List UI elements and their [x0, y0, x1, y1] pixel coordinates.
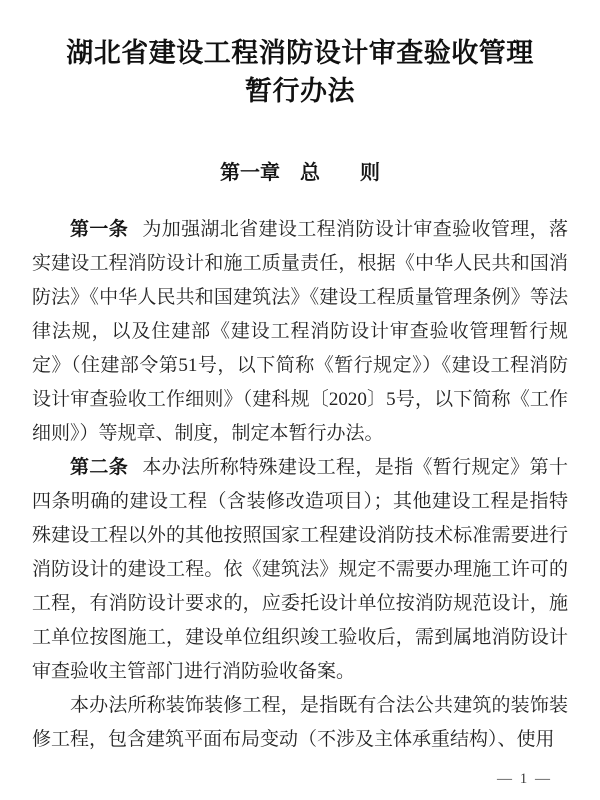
document-body: [32, 213, 568, 757]
paragraph-text: 为加强湖北省建设工程消防设计审查验收管理，落实建设工程消防设计和施工质量责任，根据《中华人民共和国消防法》《中华人民共和国建筑法》《建设工程质量管理条例》等法律法规，以及住建部《建设工程消防设计审查验收管理暂行规定》（住建部令第51号，以下简称《暂行规定》）《建设工程消防设计审查验收工作细则》（建科规〔2020〕5号，以下简称《工作细则》）等规章、制度，制定本暂行办法。: [32, 219, 568, 444]
chapter-heading: 第一章 总 则: [220, 162, 380, 184]
article-number: 第一条: [70, 219, 129, 240]
document-title: [30, 34, 570, 110]
document-title-line1: 湖北省建设工程消防设计审查验收管理: [66, 38, 534, 68]
article-number: 第二条: [70, 457, 129, 478]
paragraph-text: 本办法所称装饰装修工程，是指既有合法公共建筑的装饰装修工程，包含建筑平面布局变动（不涉及主体承重结构）、使用: [32, 695, 568, 750]
document-title-line2: 暂行办法: [245, 76, 355, 106]
paragraph-text: 本办法所称特殊建设工程，是指《暂行规定》第十四条明确的建设工程（含装修改造项目）；其他建设工程是指特殊建设工程以外的其他按照国家工程建设消防技术标准需要进行消防设计的建设工程。依《建筑法》规定不需要办理施工许可的工程，有消防设计要求的，应委托设计单位按消防规范设计，施工单位按图施工，建设单位组织竣工验收后，需到属地消防设计审查验收主管部门进行消防验收备案。: [32, 457, 568, 682]
paragraph: [32, 213, 568, 451]
page-number: — 1 —: [497, 771, 552, 787]
paragraph: [32, 451, 568, 689]
paragraph: [32, 689, 568, 757]
